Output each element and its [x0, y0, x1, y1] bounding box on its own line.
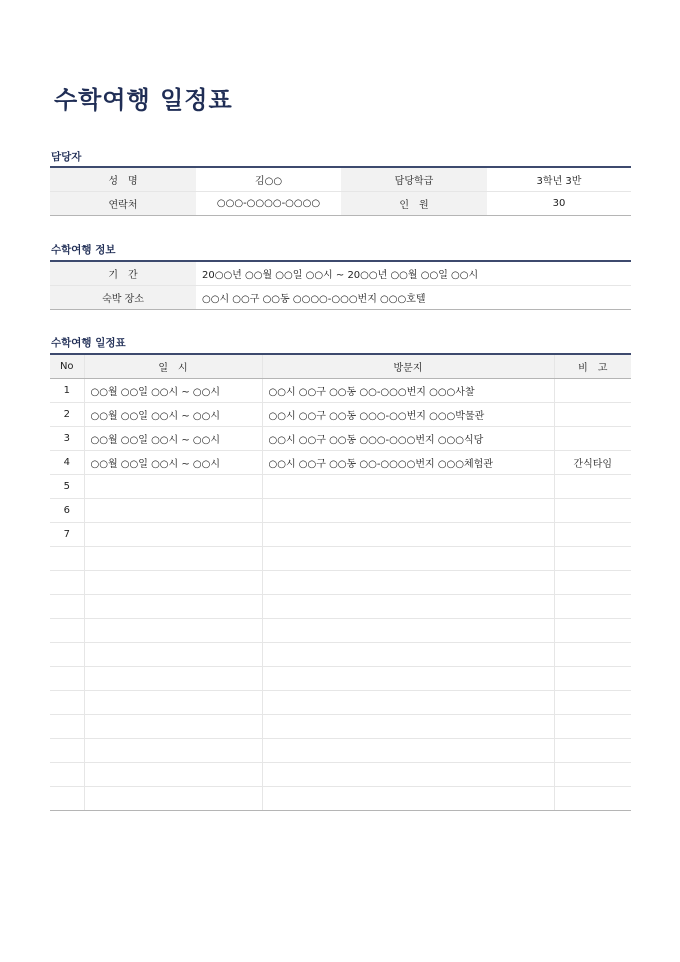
- col-header-place: 방문지: [262, 354, 554, 379]
- cell-place: [262, 547, 554, 571]
- cell-datetime: [84, 499, 262, 523]
- table-row: [50, 739, 631, 763]
- schedule-table: [50, 353, 631, 811]
- cell-datetime: ○○월 ○○일 ○○시 ~ ○○시: [84, 403, 262, 427]
- cell-note: 간식타임: [554, 451, 631, 475]
- table-row: [50, 523, 631, 547]
- table-row: [50, 787, 631, 811]
- cell-note: [554, 787, 631, 811]
- table-row: [50, 547, 631, 571]
- cell-datetime: [84, 739, 262, 763]
- cell-no: 6: [50, 499, 84, 523]
- table-row: [50, 451, 631, 475]
- cell-place: ○○시 ○○구 ○○동 ○○-○○○○번지 ○○○체험관: [262, 451, 554, 475]
- cell-no: [50, 643, 84, 667]
- cell-note: [554, 379, 631, 403]
- cell-datetime: [84, 547, 262, 571]
- cell-place: [262, 475, 554, 499]
- cell-datetime: [84, 571, 262, 595]
- class-label: 담당학급: [341, 167, 487, 192]
- cell-place: [262, 691, 554, 715]
- cell-place: [262, 787, 554, 811]
- cell-place: [262, 619, 554, 643]
- contact-table: [50, 166, 631, 216]
- lodging-label: 숙박 장소: [50, 286, 196, 310]
- cell-place: [262, 643, 554, 667]
- cell-place: [262, 715, 554, 739]
- table-row: [50, 499, 631, 523]
- cell-no: [50, 547, 84, 571]
- cell-note: [554, 715, 631, 739]
- cell-note: [554, 667, 631, 691]
- period-value: 20○○년 ○○월 ○○일 ○○시 ~ 20○○년 ○○월 ○○일 ○○시: [196, 261, 631, 286]
- cell-no: [50, 619, 84, 643]
- cell-note: [554, 763, 631, 787]
- col-header-no: No: [50, 354, 84, 379]
- table-row: [50, 643, 631, 667]
- cell-datetime: [84, 691, 262, 715]
- cell-place: [262, 739, 554, 763]
- cell-datetime: [84, 643, 262, 667]
- cell-place: ○○시 ○○구 ○○동 ○○-○○○번지 ○○○사찰: [262, 379, 554, 403]
- table-row: [50, 619, 631, 643]
- contact-section-heading: 담당자: [51, 151, 82, 163]
- cell-place: [262, 763, 554, 787]
- schedule-section-heading: 수학여행 일정표: [51, 337, 126, 349]
- cell-datetime: [84, 595, 262, 619]
- cell-no: 3: [50, 427, 84, 451]
- table-row: [50, 379, 631, 403]
- document-title: 수학여행 일정표: [54, 86, 233, 114]
- cell-note: [554, 475, 631, 499]
- cell-note: [554, 643, 631, 667]
- table-row: [50, 595, 631, 619]
- cell-place: [262, 499, 554, 523]
- cell-note: [554, 403, 631, 427]
- class-value: 3학년 3반: [487, 167, 631, 192]
- cell-no: 7: [50, 523, 84, 547]
- table-row: [50, 763, 631, 787]
- cell-datetime: [84, 763, 262, 787]
- trip-info-table: [50, 260, 631, 310]
- trip-section-heading: 수학여행 정보: [51, 244, 116, 256]
- cell-place: [262, 667, 554, 691]
- name-label: 성 명: [50, 167, 196, 192]
- schedule-header-row: [50, 354, 631, 379]
- table-row: [50, 571, 631, 595]
- cell-datetime: ○○월 ○○일 ○○시 ~ ○○시: [84, 451, 262, 475]
- table-row: [50, 691, 631, 715]
- phone-label: 연락처: [50, 192, 196, 216]
- cell-no: 2: [50, 403, 84, 427]
- cell-place: ○○시 ○○구 ○○동 ○○○-○○번지 ○○○박물관: [262, 403, 554, 427]
- cell-no: [50, 739, 84, 763]
- cell-note: [554, 595, 631, 619]
- cell-no: [50, 691, 84, 715]
- table-row: [50, 667, 631, 691]
- contact-row: [50, 192, 631, 216]
- cell-no: [50, 787, 84, 811]
- cell-place: [262, 595, 554, 619]
- cell-datetime: [84, 619, 262, 643]
- table-row: [50, 715, 631, 739]
- period-label: 기 간: [50, 261, 196, 286]
- cell-no: 1: [50, 379, 84, 403]
- cell-datetime: [84, 667, 262, 691]
- cell-datetime: ○○월 ○○일 ○○시 ~ ○○시: [84, 427, 262, 451]
- cell-note: [554, 571, 631, 595]
- headcount-value: 30: [487, 192, 631, 216]
- trip-row: [50, 286, 631, 310]
- phone-value: ○○○-○○○○-○○○○: [196, 192, 341, 216]
- cell-no: 5: [50, 475, 84, 499]
- cell-note: [554, 547, 631, 571]
- cell-datetime: ○○월 ○○일 ○○시 ~ ○○시: [84, 379, 262, 403]
- cell-datetime: [84, 715, 262, 739]
- headcount-label: 인 원: [341, 192, 487, 216]
- table-row: [50, 427, 631, 451]
- cell-no: [50, 595, 84, 619]
- cell-datetime: [84, 523, 262, 547]
- cell-no: [50, 763, 84, 787]
- cell-no: 4: [50, 451, 84, 475]
- cell-place: [262, 571, 554, 595]
- cell-place: [262, 523, 554, 547]
- col-header-note: 비 고: [554, 354, 631, 379]
- cell-note: [554, 427, 631, 451]
- table-row: [50, 475, 631, 499]
- cell-note: [554, 739, 631, 763]
- table-row: [50, 403, 631, 427]
- cell-note: [554, 499, 631, 523]
- contact-row: [50, 167, 631, 192]
- col-header-datetime: 일 시: [84, 354, 262, 379]
- cell-datetime: [84, 475, 262, 499]
- cell-note: [554, 523, 631, 547]
- lodging-value: ○○시 ○○구 ○○동 ○○○○-○○○번지 ○○○호텔: [196, 286, 631, 310]
- cell-note: [554, 619, 631, 643]
- cell-no: [50, 571, 84, 595]
- name-value: 김○○: [196, 167, 341, 192]
- cell-datetime: [84, 787, 262, 811]
- cell-place: ○○시 ○○구 ○○동 ○○○-○○○번지 ○○○식당: [262, 427, 554, 451]
- cell-no: [50, 667, 84, 691]
- trip-row: [50, 261, 631, 286]
- cell-no: [50, 715, 84, 739]
- cell-note: [554, 691, 631, 715]
